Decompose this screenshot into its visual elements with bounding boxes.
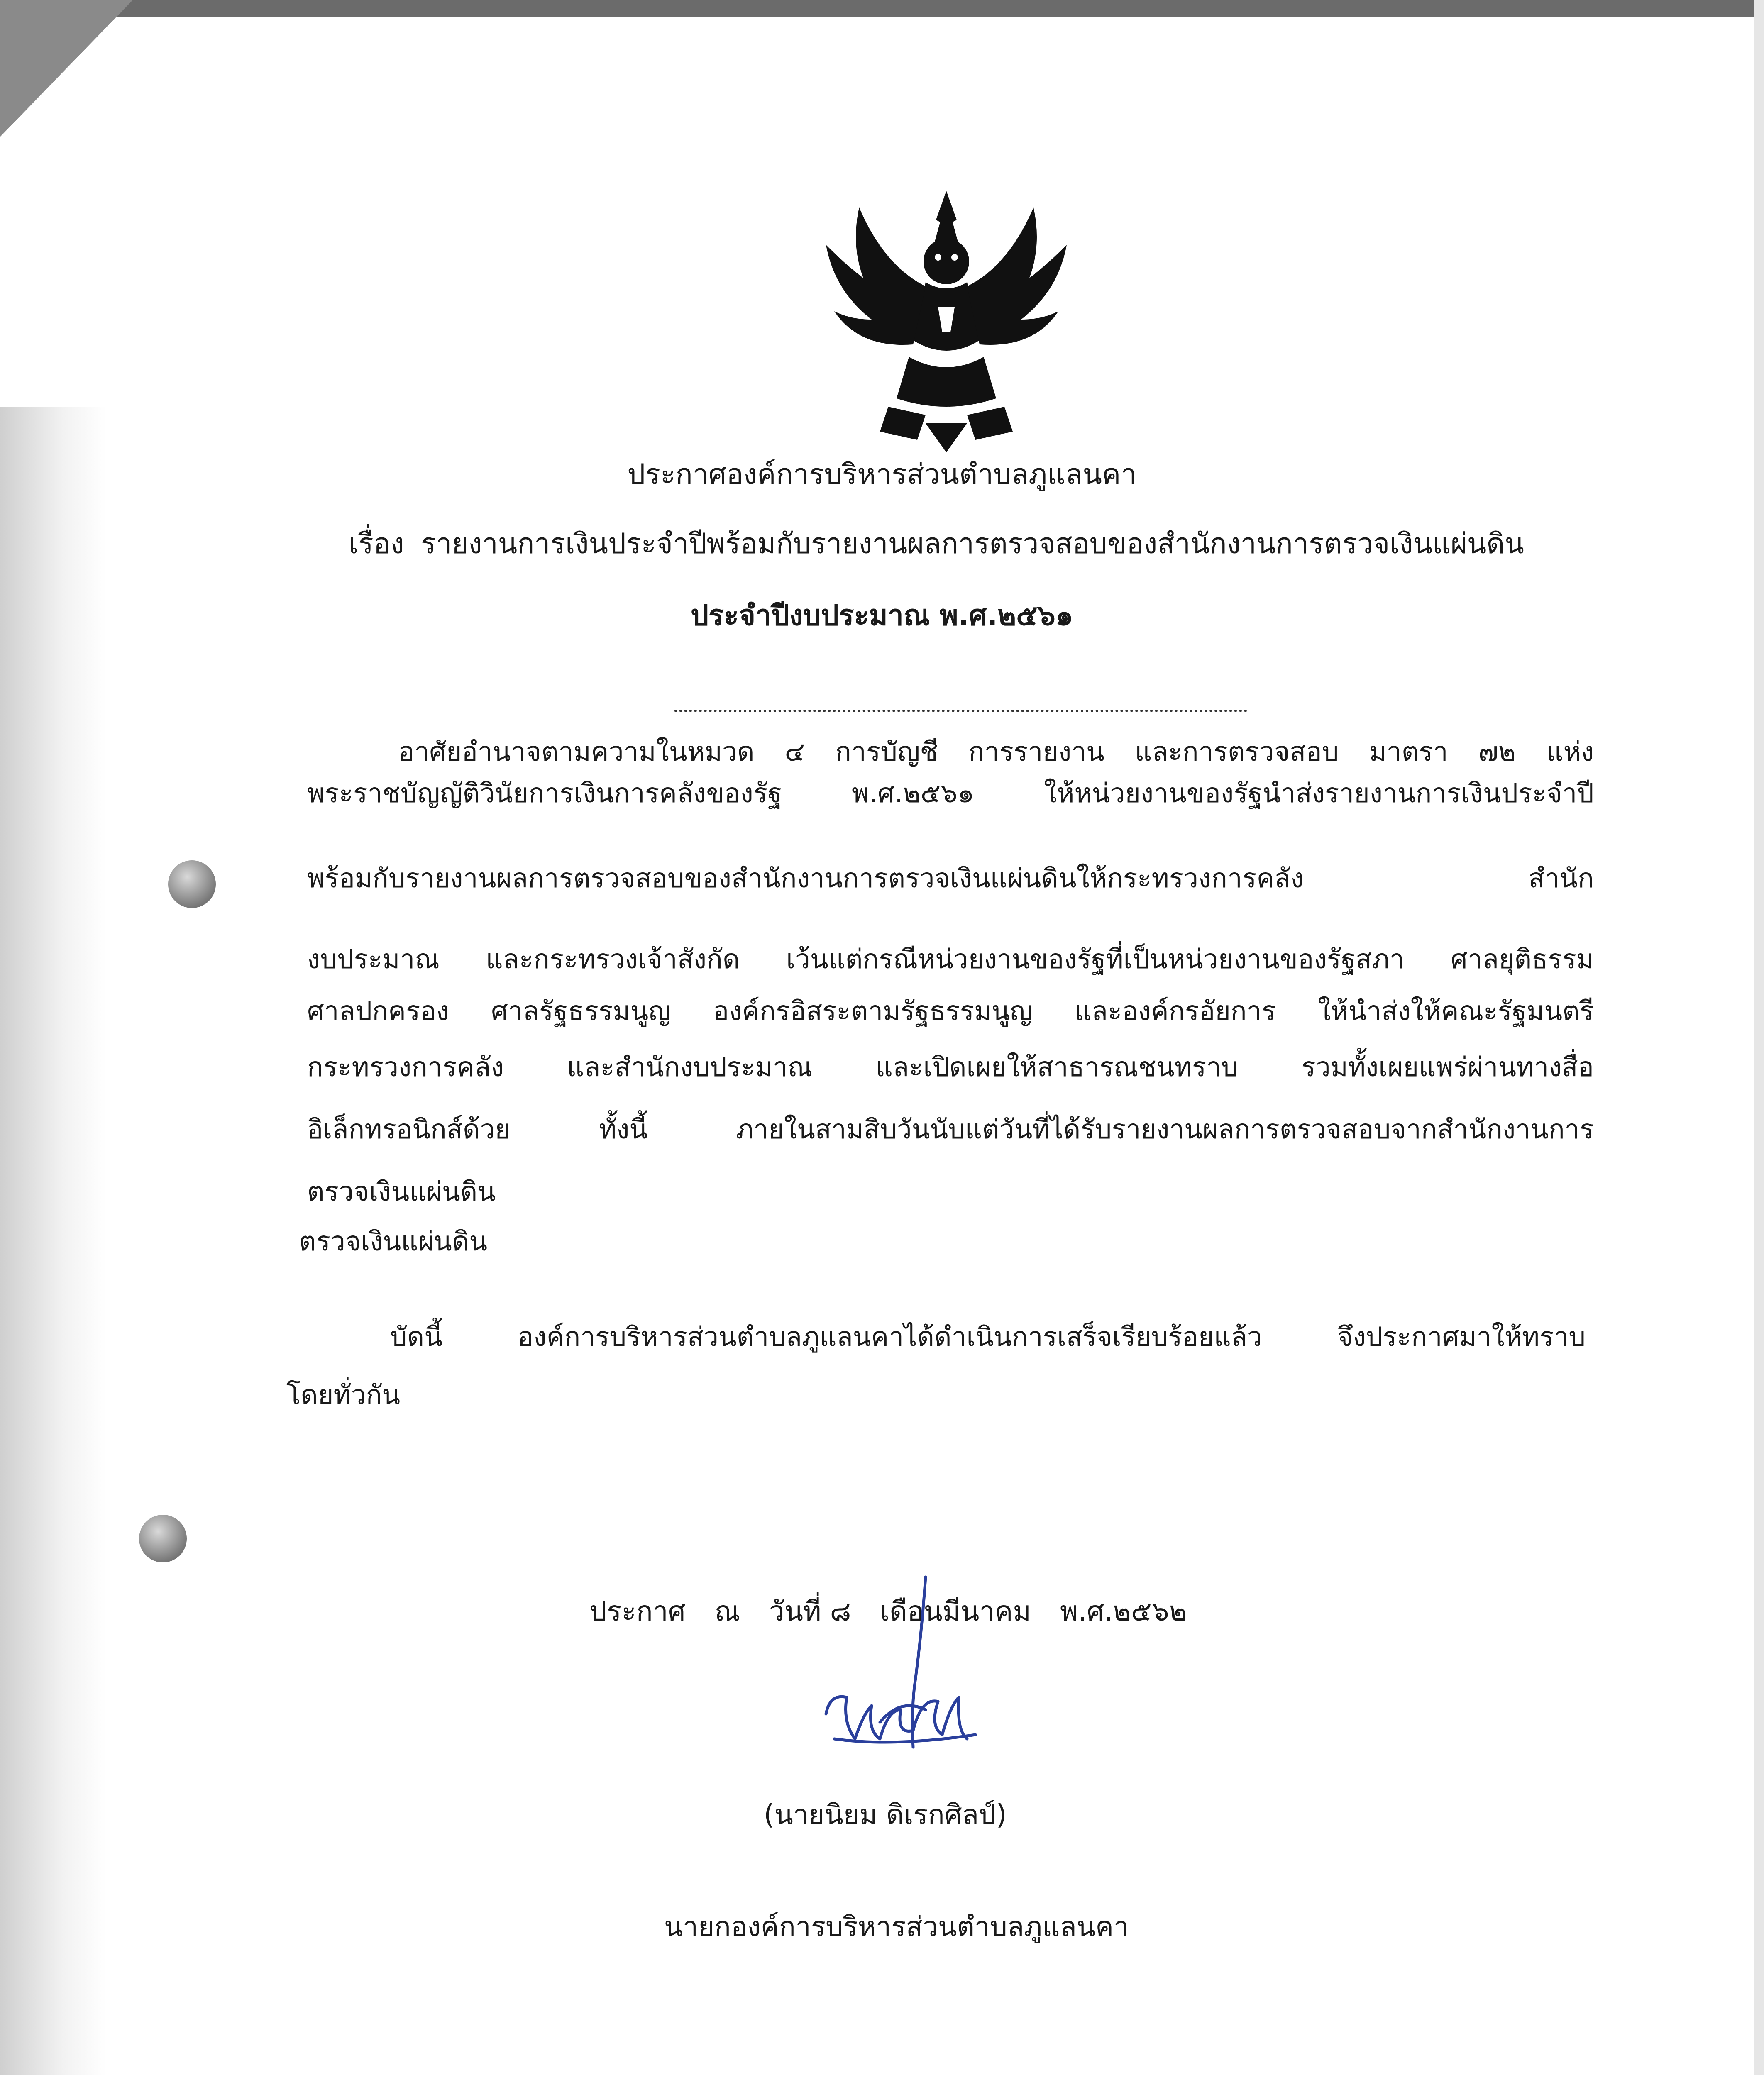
date-label: วันที่ ๘ xyxy=(769,1595,851,1627)
paragraph-line: อาศัยอำนาจตามความในหมวด ๔ การบัญชี การรายงาน และการตรวจสอบ มาตรา ๗๒ แห่ง xyxy=(398,737,1594,767)
subject-row xyxy=(349,521,1524,566)
punch-hole xyxy=(139,1515,187,1562)
punch-hole xyxy=(168,860,216,908)
signer-name: (นายนิยม ดิเรกศิลป์) xyxy=(764,1799,1007,1831)
subject-label: เรื่อง xyxy=(349,527,404,560)
paragraph-line: ตรวจเงินแผ่นดิน xyxy=(299,1226,488,1257)
paragraph-line: ตรวจเงินแผ่นดิน xyxy=(307,1177,496,1207)
paragraph-line: ศาลปกครอง ศาลรัฐธรรมนูญ องค์กรอิสระตามรัฐธรรมนูญ และองค์กรอัยการ ให้นำส่งให้คณะรัฐมนตรี xyxy=(307,996,1594,1027)
announcement-title: ประกาศองค์การบริหารส่วนตำบลภูแลนคา xyxy=(627,458,1137,491)
announced-label: ประกาศ xyxy=(589,1595,686,1627)
month-label: เดือนมีนาคม xyxy=(880,1595,1031,1627)
handwritten-signature xyxy=(818,1573,992,1789)
paragraph-line: กระทรวงการคลัง และสำนักงบประมาณ และเปิดเผยให้สาธารณชนทราบ รวมทั้งเผยแพร่ผ่านทางสื่อ xyxy=(307,1052,1594,1083)
paragraph-line: อิเล็กทรอนิกส์ด้วย ทั้งนี้ ภายในสามสิบวันนับแต่วันที่ได้รับรายงานผลการตรวจสอบจากสำนักงานการ xyxy=(307,1114,1594,1145)
paragraph-line: บัดนี้ องค์การบริหารส่วนตำบลภูแลนคาได้ดำเนินการเสร็จเรียบร้อยแล้ว จึงประกาศมาให้ทราบ xyxy=(390,1322,1586,1352)
at-label: ณ xyxy=(714,1595,740,1627)
scan-left-edge xyxy=(0,407,106,2075)
garuda-emblem-icon xyxy=(801,183,1092,456)
paragraph-line: โดยทั่วกัน xyxy=(286,1380,401,1411)
paragraph-line: พระราชบัญญัติวินัยการเงินการคลังของรัฐ พ.ศ.๒๕๖๑ ให้หน่วยงานของรัฐนำส่งรายงานการเงินประจำปี xyxy=(307,778,1594,809)
dotted-separator xyxy=(674,710,1247,712)
subject-text: รายงานการเงินประจำปีพร้อมกับรายงานผลการตรวจสอบของสำนักงานการตรวจเงินแผ่นดิน xyxy=(420,527,1524,560)
year-label: พ.ศ.๒๕๖๒ xyxy=(1060,1595,1187,1627)
paragraph-line: พร้อมกับรายงานผลการตรวจสอบของสำนักงานการตรวจเงินแผ่นดินให้กระทรวงการคลัง สำนัก xyxy=(307,863,1594,894)
scan-right-edge xyxy=(1754,0,1764,2075)
scan-fold-corner xyxy=(0,0,133,137)
signer-position: นายกองค์การบริหารส่วนตำบลภูแลนคา xyxy=(664,1911,1129,1943)
paragraph-line: งบประมาณ และกระทรวงเจ้าสังกัด เว้นแต่กรณีหน่วยงานของรัฐที่เป็นหน่วยงานของรัฐสภา ศาลยุติธรรม xyxy=(307,944,1594,975)
fiscal-year: ประจำปีงบประมาณ พ.ศ.๒๕๖๑ xyxy=(690,599,1074,632)
scan-top-edge xyxy=(0,0,1764,17)
